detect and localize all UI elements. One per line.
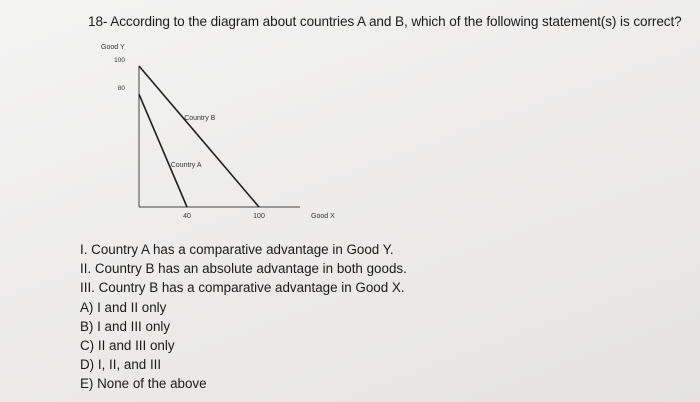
series-label-country-a: Country A bbox=[170, 162, 202, 170]
tick-labels bbox=[114, 57, 265, 220]
option-b[interactable]: B) I and III only bbox=[80, 318, 171, 334]
x-tick-label: 100 bbox=[253, 213, 265, 220]
series-labels bbox=[171, 115, 216, 169]
series-line-country-a bbox=[139, 94, 187, 207]
option-c[interactable]: C) II and III only bbox=[80, 338, 175, 354]
ppf-lines bbox=[139, 66, 259, 207]
statement-2: II. Country B has an absolute advantage in both goods. bbox=[80, 261, 407, 277]
option-e[interactable]: E) None of the above bbox=[80, 376, 207, 392]
question-text: 18- According to the diagram about countries A and B, which of the following statement(s) is correct? bbox=[88, 14, 682, 29]
y-tick-label: 80 bbox=[117, 85, 125, 93]
chart-axes bbox=[139, 66, 300, 207]
statement-3: III. Country B has a comparative advantage in Good X. bbox=[80, 280, 405, 296]
statement-1: I. Country A has a comparative advantage in Good Y. bbox=[80, 242, 394, 257]
x-tick-label: 40 bbox=[183, 213, 191, 220]
y-axis-label: Good Y bbox=[101, 44, 125, 51]
answer-options bbox=[80, 298, 407, 394]
x-axis-label: Good X bbox=[311, 213, 335, 220]
option-a[interactable]: A) I and II only bbox=[80, 299, 167, 315]
option-d[interactable]: D) I, II, and III bbox=[80, 357, 162, 373]
y-tick-label: 100 bbox=[114, 57, 125, 64]
series-label-country-b: Country B bbox=[184, 114, 216, 122]
answer-block bbox=[80, 240, 407, 394]
